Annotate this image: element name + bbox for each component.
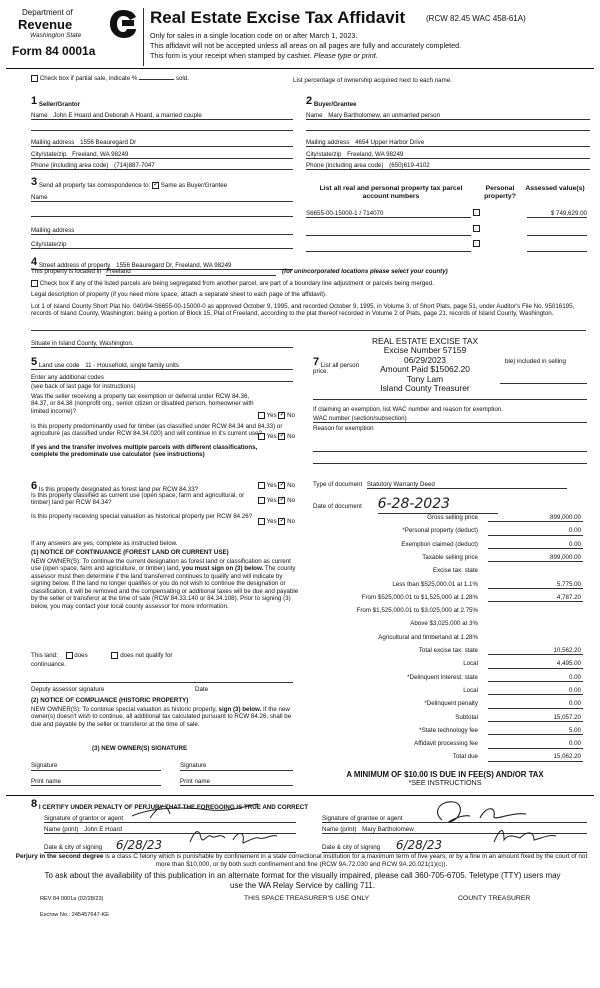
- header-line1: Only for sales in a single location code on or after March 1, 2023.: [150, 31, 358, 40]
- current-use-no-checkbox[interactable]: [278, 497, 285, 504]
- revision-label: REV 84 0001a (02/28/23): [40, 896, 104, 902]
- calc-label: Agricultural and timberland at 1.28%: [378, 633, 478, 641]
- calc-row: [300, 527, 583, 538]
- section-8-number: 8: [31, 798, 38, 810]
- historic-question: Is this property receiving special valuation as historical property per RCW 84.26?: [31, 513, 253, 520]
- buyer-name-field[interactable]: Mary Bartholomew, an unmarried person: [328, 112, 441, 119]
- section-1-number: 1: [31, 95, 38, 107]
- print-name-label-1: Print name: [31, 778, 61, 785]
- current-use-no-label: No: [287, 497, 296, 505]
- treasurer-use-only: THIS SPACE TREASURER'S USE ONLY: [244, 895, 370, 902]
- stamp-line-4: Amount Paid $15062.20: [380, 364, 470, 375]
- seller-phone-label: Phone (including area code): [31, 162, 109, 169]
- calc-row: [300, 620, 583, 631]
- forest-yes-label: Yes: [266, 482, 277, 490]
- calc-row: [300, 660, 583, 671]
- calc-value[interactable]: 0.00: [488, 740, 583, 748]
- calc-value[interactable]: 0.00: [488, 674, 583, 682]
- seller-city-label: City/state/zip: [31, 151, 67, 158]
- street-address-label: Street address of property: [38, 261, 111, 269]
- header-line3: This form is your receipt when stamped by cashier.: [150, 51, 312, 60]
- land-use-label: Land use code: [38, 361, 80, 369]
- grantor-date-label: Date & city of signing: [44, 844, 103, 851]
- legal-description-text: Lot 1 of Island County Short Plat No. 040/94-S6655-00-15000-0 as approved October 9, 1995, and recorded October 9, 1995, in Volume 3, of Short Plats, page 51, under Auditor's File No. 95016195, records of Island County, Washington; being a portion of Block 15, Plat of Freeland, according to the plat thereof recorded in Volume 2 of Plats, page 21, records of Island County, Washington.: [31, 303, 575, 318]
- seller-city-field[interactable]: Freeland, WA 98249: [72, 151, 129, 158]
- corr-mailing-label: Mailing address: [31, 227, 75, 234]
- calc-label: *Delinquent interest: state: [407, 673, 478, 681]
- exemption-no-checkbox[interactable]: [278, 412, 285, 419]
- perjury-text: is a class C felony which is punishable by confinement in a state correctional institution for a maximum term of five years, or by a fine in an amount fixed by the court of not more than $10,000, or by both such confinement and fine (RCW 9A.72.030 and RCW 9A.20.021(1)(c)).: [105, 853, 588, 868]
- grantee-name-field[interactable]: Mary Bartholomew: [362, 826, 414, 833]
- new-owner-signature-heading: (3) NEW OWNER(S) SIGNATURE: [92, 745, 188, 752]
- calc-row: [300, 753, 583, 764]
- calc-value[interactable]: 0.00: [488, 527, 583, 535]
- calc-label: *Delinquent penalty: [424, 700, 478, 708]
- form-title: Real Estate Excise Tax Affidavit: [150, 8, 406, 27]
- notice1-text-b: The county assessor must then determine if the land transferred continues to qualify and will indicate by signing below. If the land no longer qualifies or you do not wish to continue the designation or classification, it will be removed and the compensating or additional taxes will be due and payable by the seller or transferor at the time of sale (RCW 84.33.140 or 84.34.108). Prior to signing (3) below, you may contact your local county assessor for more information.: [31, 565, 299, 610]
- if-yes-note: If any answers are yes, complete as instructed below.: [31, 540, 178, 547]
- parcel-number-1[interactable]: S6655-00-15000-1 / 714070: [306, 210, 384, 217]
- buyer-phone-field[interactable]: (650)619-4102: [389, 162, 430, 169]
- calc-row: [300, 554, 583, 565]
- section-4-number: 4: [31, 256, 38, 268]
- calc-row: [300, 541, 583, 552]
- buyer-name-label: Name: [306, 112, 323, 119]
- historic-yes-checkbox[interactable]: [258, 518, 265, 525]
- unincorporated-note: (for unincorporated locations please select your county): [281, 268, 448, 275]
- calc-value[interactable]: 15,057.20: [488, 714, 583, 722]
- additional-codes-label: Enter any additional codes: [31, 374, 104, 381]
- grantor-signature-label: Signature of grantor or agent: [44, 815, 124, 822]
- buyer-city-label: City/state/zip: [306, 151, 342, 158]
- ownership-note: List percentage of ownership acquired next to each name.: [293, 77, 452, 84]
- calc-row: [300, 567, 583, 578]
- forest-land-question: Is this property designated as forest land per RCW 84.33?: [38, 485, 199, 493]
- calc-label: Taxable selling price: [422, 553, 478, 561]
- notice1-sign-below: you must sign on (3) below.: [182, 565, 264, 573]
- calc-value[interactable]: 899,000.00: [488, 514, 583, 522]
- personal-property-heading: Personal property?: [484, 185, 516, 201]
- timber-no-label: No: [287, 433, 296, 441]
- document-type-field[interactable]: Statutory Warranty Deed: [367, 481, 567, 489]
- calc-label: Total excise tax: state: [418, 647, 478, 654]
- buyer-mailing-field[interactable]: 4654 Upper Harbor Drive: [355, 139, 425, 146]
- calc-label: *State technology fee: [419, 726, 478, 734]
- escrow-number: Escrow No.: 245457647-KE: [40, 912, 110, 918]
- stamp-line-1: REAL ESTATE EXCISE TAX: [371, 336, 479, 346]
- calc-label: Affidavit processing fee: [414, 740, 478, 748]
- calc-label: Exemption claimed (deduct): [401, 540, 478, 548]
- personal-property-checkbox-1[interactable]: [473, 209, 480, 216]
- stamp-line-3: 06/29/2023: [404, 354, 446, 365]
- calc-row: [300, 607, 583, 618]
- calc-label: Gross selling price: [427, 514, 478, 521]
- calc-label: From $1,525,000.01 to $3,025,000 at 2.75%: [356, 607, 478, 615]
- calc-row: [300, 514, 583, 525]
- legal-description-label: Legal description of property (if you need more space, attach a separate sheet to each page of the affidavit).: [31, 291, 327, 298]
- list-all-persons: List all person: [320, 361, 360, 369]
- section-5-number: 5: [31, 356, 38, 368]
- grantor-signature-scribble: [185, 826, 280, 848]
- see-instructions-note: *SEE INSTRUCTIONS: [408, 778, 482, 787]
- type-or-print: Please type or print.: [313, 51, 378, 60]
- personal-property-checkbox-2[interactable]: [473, 225, 480, 232]
- minimum-fee-note: A MINIMUM OF $10.00 IS DUE IN FEE(S) AND/OR TAX: [346, 770, 544, 779]
- personal-property-checkbox-3[interactable]: [473, 240, 480, 247]
- calc-label: Excise tax: state: [432, 567, 478, 575]
- segregated-checkbox[interactable]: [31, 280, 38, 287]
- street-address-field[interactable]: 1556 Beauregard Dr, Freeland, WA 98249: [116, 261, 232, 269]
- rcw-reference: (RCW 82.45 WAC 458-61A): [426, 14, 526, 23]
- seller-name-field[interactable]: John E Hoard and Deborah A Hoard, a married couple: [53, 112, 202, 119]
- historic-no-checkbox[interactable]: [278, 518, 285, 525]
- notice1-text-a: NEW OWNER(S): To continue the current designation as forest land or classification as current use (open space, farm and agriculture, or timber) land,: [31, 558, 291, 573]
- stamp-line-2: Excise Number 57159: [383, 345, 467, 356]
- parcel-column-heading: List all real and personal property tax parcel account numbers: [319, 185, 463, 201]
- seller-name-label: Name: [31, 112, 48, 119]
- this-land-label: This land:: [31, 652, 58, 660]
- grantor-date-field[interactable]: 6/28/23: [115, 838, 163, 852]
- grantor-overstrike-signature: [130, 800, 260, 820]
- calc-value[interactable]: 899,000.00: [488, 554, 583, 562]
- form-number: Form 84 0001a: [12, 44, 96, 58]
- calc-row: [300, 687, 583, 698]
- list-all-persons-end: ble) included in selling: [505, 358, 566, 365]
- calc-row: [300, 674, 583, 685]
- stamp-line-5: Tony Lam: [406, 373, 444, 384]
- timber-no-checkbox[interactable]: [278, 433, 285, 440]
- calc-label: Local: [463, 686, 478, 694]
- land-does-not-label: does not qualify for: [120, 652, 173, 660]
- calc-value[interactable]: 15,062.20: [488, 753, 583, 761]
- assessed-value-1[interactable]: $ 749,629.00: [550, 210, 587, 217]
- calc-value[interactable]: 5.00: [488, 727, 583, 735]
- situate-text: Situate in Island County, Washington.: [31, 340, 134, 347]
- buyer-mailing-label: Mailing address: [306, 139, 350, 146]
- county-treasurer-label: COUNTY TREASURER: [458, 895, 531, 902]
- section-3-number: 3: [31, 176, 38, 188]
- certify-statement: I CERTIFY UNDER PENALTY OF PERJURY THAT THE FOREGOING IS TRUE AND CORRECT: [38, 803, 309, 811]
- signature-label-1: Signature: [31, 762, 58, 769]
- grantee-date-field[interactable]: 6/28/23: [395, 838, 443, 852]
- seller-mailing-label: Mailing address: [31, 139, 75, 146]
- exemption-yes-label: Yes: [266, 412, 277, 420]
- buyer-phone-label: Phone (including area code): [306, 162, 384, 169]
- correspondence-label: Send all property tax correspondence to:: [38, 181, 151, 189]
- perjury-notice: [14, 853, 589, 868]
- forest-no-label: No: [287, 482, 296, 490]
- grantee-name-label: Name (print): [322, 826, 357, 833]
- notice-compliance-text: [31, 706, 299, 728]
- calc-value[interactable]: 4,495.00: [488, 660, 583, 668]
- grantor-name-label: Name (print): [44, 826, 79, 833]
- land-does-label: does: [74, 652, 88, 660]
- land-does-checkbox[interactable]: [66, 652, 73, 659]
- document-type-label: Type of document: [313, 481, 363, 488]
- signature-label-2: Signature: [180, 762, 207, 769]
- land-does-not-checkbox[interactable]: [111, 652, 118, 659]
- calc-row: [300, 581, 583, 592]
- current-use-yes-label: Yes: [266, 497, 277, 505]
- document-date-label: Date of document: [313, 503, 362, 510]
- calc-label: Subtotal: [455, 713, 478, 721]
- grantor-name-field[interactable]: John E Hoard: [84, 826, 122, 833]
- notice2-text-a: NEW OWNER(S): To continue special valuation as historic property,: [31, 706, 217, 713]
- see-back-note: (see back of last page for instructions): [31, 383, 136, 390]
- claim-exemption-label: If claiming an exemption, list WAC number and reason for exemption.: [313, 406, 503, 413]
- calc-value[interactable]: 5,775.00: [488, 581, 583, 589]
- excise-tax-stamp: [345, 337, 505, 393]
- notice-compliance-heading: (2) NOTICE OF COMPLIANCE (HISTORIC PROPERTY): [31, 697, 189, 704]
- exemption-question: Was the seller receiving a property tax exemption or deferral under RCW 84.36, 84.37, or 84.38 (nonprofit org., senior citizen or disabled person, homeowner with limited income)?: [31, 393, 254, 415]
- calc-value[interactable]: 0.00: [488, 687, 583, 695]
- seller-heading: Seller/Grantor: [38, 100, 81, 108]
- grantee-date-label: Date & city of signing: [322, 844, 381, 851]
- calc-label: Less than $525,000.01 at 1.1%: [392, 580, 478, 588]
- stamp-line-6: Island County Treasurer: [380, 383, 470, 394]
- calc-label: Above $3,025,000 at 3%: [410, 620, 478, 628]
- calc-label: From $525,000.01 to $1,525,000 at 1.28%: [361, 593, 478, 601]
- located-in-field[interactable]: Freeland: [106, 268, 276, 276]
- calc-value[interactable]: 10,562.20: [488, 647, 583, 655]
- reason-label: Reason for exemption: [313, 425, 374, 432]
- timber-question: Is this property predominantly used for timber (as classified under RCW 84.34 and 84.33) or agriculture (as classified under RCW 84.34.020) and will continue in it's current use?: [31, 423, 283, 438]
- calc-row: [300, 727, 583, 738]
- calc-row: [300, 647, 583, 658]
- notice-continuance-text: [31, 558, 299, 610]
- same-as-buyer-label: Same as Buyer/Grantee: [160, 181, 228, 189]
- calc-row: [300, 714, 583, 725]
- assessed-value-heading: Assessed value(s): [525, 185, 585, 192]
- timber-yes-checkbox[interactable]: [258, 433, 265, 440]
- partial-sale-checkbox[interactable]: [31, 75, 38, 82]
- deputy-date-label: Date: [195, 686, 209, 693]
- forest-no-checkbox[interactable]: [278, 482, 285, 489]
- section-7-number: 7: [313, 356, 320, 368]
- exemption-no-label: No: [287, 412, 296, 420]
- calc-value[interactable]: 0.00: [488, 541, 583, 549]
- corr-city-label: City/state/zip: [31, 241, 67, 248]
- forest-yes-checkbox[interactable]: [258, 482, 265, 489]
- timber-question-bold: If yes and the transfer involves multiple parcels with different classifications, complete the predominate use calculator (see instructions): [31, 444, 258, 459]
- dept-name: Revenue: [18, 17, 73, 32]
- notice-continuance-heading: (1) NOTICE OF CONTINUANCE (FOREST LAND OR CURRENT USE): [31, 549, 229, 556]
- notice2-text-b: If the new owner(s) doesn't wish to continue, all additional tax calculated pursuant to RCW 84.26, shall be due and payable by the seller or transferor at the time of sale.: [31, 706, 292, 728]
- land-use-field[interactable]: 11 - Household, single family units: [85, 361, 179, 369]
- sold-label: sold.: [175, 75, 189, 83]
- calc-label: Local: [463, 660, 478, 668]
- seller-mailing-field[interactable]: 1556 Beauregard Dr: [80, 139, 137, 146]
- deputy-assessor-label: Deputy assessor signature: [31, 686, 105, 693]
- wac-number-label: WAC number (section/subsection): [313, 415, 407, 422]
- located-in-label: This property is located in: [31, 268, 102, 275]
- partial-sale-label: Check box if partial sale, indicate %: [39, 75, 138, 83]
- dept-line1: Department of: [22, 8, 73, 17]
- state-line: Washington State: [30, 32, 82, 39]
- historic-no-label: No: [287, 518, 296, 526]
- timber-yes-label: Yes: [266, 433, 277, 441]
- section-2-number: 2: [306, 95, 313, 107]
- print-name-label-2: Print name: [180, 778, 210, 785]
- segregated-label: Check box if any of the listed parcels are being segregated from another parcel, are part of a boundary line adjustment or parcels being merged.: [39, 280, 434, 288]
- availability-notice: To ask about the availability of this publication in an alternate format for the visually impaired, please call 360-705-6705. Teletype (TTY) users may use the WA Relay Service by calling 711.: [44, 871, 561, 891]
- price-label: price.: [313, 368, 329, 375]
- buyer-heading: Buyer/Grantee: [313, 100, 357, 108]
- current-use-question: Is this property classified as current use (open space, farm and agricultural, or timber) land per RCW 84.34?: [31, 492, 245, 507]
- calc-row: [300, 700, 583, 711]
- corr-name-label: Name: [31, 194, 48, 201]
- document-date-field[interactable]: 6-28-2023: [378, 496, 498, 514]
- header-line2: This affidavit will not be accepted unless all areas on all pages are fully and accurately completed.: [150, 41, 462, 50]
- revenue-logo-icon: [108, 8, 138, 40]
- calc-row: [300, 740, 583, 751]
- dor-logo: [8, 8, 138, 58]
- calc-label: *Personal property (deduct): [402, 527, 478, 535]
- calc-row: [300, 634, 583, 645]
- exemption-yes-checkbox[interactable]: [258, 412, 265, 419]
- continuance-label: continuance.: [31, 661, 67, 668]
- notice2-sign-below: sign (3) below.: [218, 706, 262, 713]
- grantee-date-scribble: [490, 824, 560, 846]
- perjury-bold: Perjury in the second degree: [15, 853, 104, 860]
- calc-label: Total due: [452, 753, 478, 761]
- calc-row: [300, 594, 583, 605]
- grantee-signature-label: Signature of grantee or agent: [322, 815, 403, 822]
- calc-value[interactable]: 0.00: [488, 700, 583, 708]
- seller-phone-field[interactable]: (714)887-7047: [114, 162, 155, 169]
- buyer-city-field[interactable]: Freeland, WA 98249: [347, 151, 404, 158]
- calc-value[interactable]: 4,787.20: [488, 594, 583, 602]
- current-use-yes-checkbox[interactable]: [258, 497, 265, 504]
- section-6-number: 6: [31, 480, 38, 492]
- historic-yes-label: Yes: [266, 518, 277, 526]
- same-as-buyer-checkbox[interactable]: [152, 182, 159, 189]
